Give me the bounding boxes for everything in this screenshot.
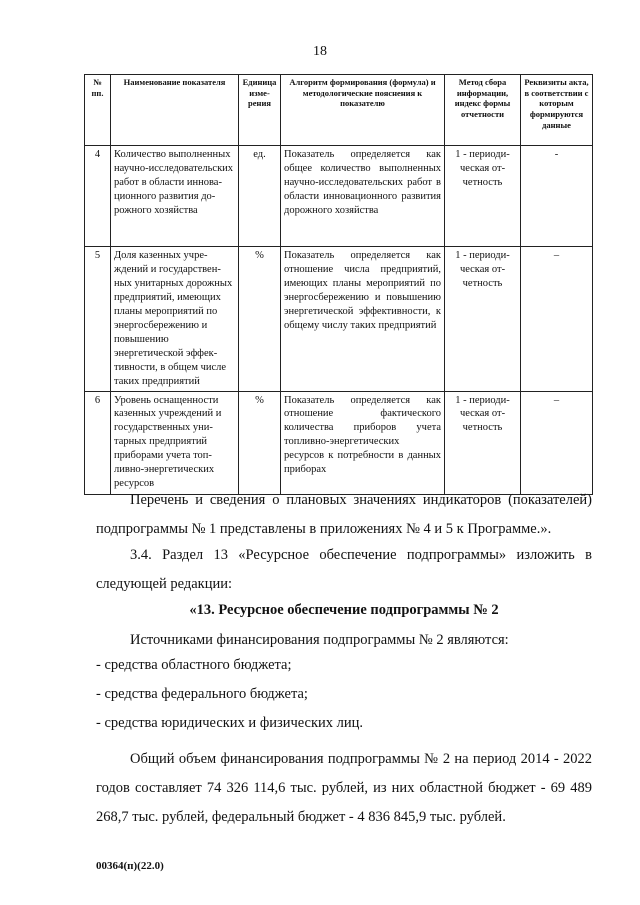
cell-name: Количество выполненных научно-исследовательских работ в области инновационного развития дорожного хозяйства (111, 146, 239, 247)
cell-algorithm: Показатель определяется как отношение фактического количества приборов учета топливно-энергетических ресурсов к потребности в данных приборах (281, 391, 445, 494)
table-row (85, 247, 593, 392)
table-row (85, 391, 593, 494)
list-item-federal-budget: - средства федерального бюджета; (96, 686, 308, 702)
cell-algorithm: Показатель определяется как отношение числа предприятий, имеющих планы мероприятий по энергосбережению и повышению энергетической эффективности, к общему числу таких предприятий (281, 247, 445, 392)
header-unit: Единица измерения (239, 75, 281, 146)
page-number: 18 (313, 44, 327, 59)
cell-num: 5 (85, 247, 111, 392)
header-name: Наименование показателя (111, 75, 239, 146)
list-item-regional-budget: - средства областного бюджета; (96, 657, 292, 673)
header-num: № пп. (85, 75, 111, 146)
cell-name: Уровень оснащенности казенных учреждений и государственных унитарных предприятий приборами учета топливно-энергетических ресурсов (111, 391, 239, 494)
cell-algorithm: Показатель определяется как общее количество выполненных научно-исследовательских работ в области инновационного развития дорожного хозяйства (281, 146, 445, 247)
cell-requisites: – (521, 391, 593, 494)
cell-unit: % (239, 247, 281, 392)
paragraph-indicators-reference: Перечень и сведения о плановых значениях индикаторов (показателей) подпрограммы № 1 представлены в приложениях № 4 и 5 к Программе.». (96, 492, 592, 537)
cell-unit: % (239, 391, 281, 494)
cell-name: Доля казенных учреждений и государственных унитарных дорожных предприятий, имеющих планы мероприятий по энергосбережению и повышению энергетической эффективности, в общем числе таких предприятий (111, 247, 239, 392)
indicators-table (84, 74, 593, 495)
section-heading: «13. Ресурсное обеспечение подпрограммы № 2 (189, 602, 499, 618)
table-row (85, 146, 593, 247)
cell-requisites: – (521, 247, 593, 392)
cell-num: 4 (85, 146, 111, 247)
header-algorithm: Алгоритм формирования (формула) и методологические пояснения к показателю (281, 75, 445, 146)
cell-method: 1 - периодическая отчетность (445, 146, 521, 247)
paragraph-section-13-instruction: 3.4. Раздел 13 «Ресурсное обеспечение подпрограммы» изложить в следующей редакции: (96, 547, 592, 592)
cell-method: 1 - периодическая отчетность (445, 391, 521, 494)
cell-unit: ед. (239, 146, 281, 247)
table-header-row (85, 75, 593, 146)
list-item-legal-persons: - средства юридических и физических лиц. (96, 715, 364, 731)
cell-num: 6 (85, 391, 111, 494)
cell-requisites: - (521, 146, 593, 247)
cell-method: 1 - периодическая отчетность (445, 247, 521, 392)
header-requisites: Реквизиты акта, в соответствии с которым формируются данные (521, 75, 593, 146)
paragraph-funding-total: Общий объем финансирования подпрограммы № 2 на период 2014 - 2022 годов составляет 74 326 114,6 тыс. рублей, из них областной бюджет - 69 489 268,7 тыс. рублей, федеральный бюджет - 4 836 845,9 тыс. рублей. (96, 751, 592, 825)
paragraph-funding-sources: Источниками финансирования подпрограммы № 2 являются: (130, 632, 509, 648)
header-method: Метод сбора информации, индекс формы отчетности (445, 75, 521, 146)
document-code: 00364(п)(22.0) (96, 860, 164, 872)
